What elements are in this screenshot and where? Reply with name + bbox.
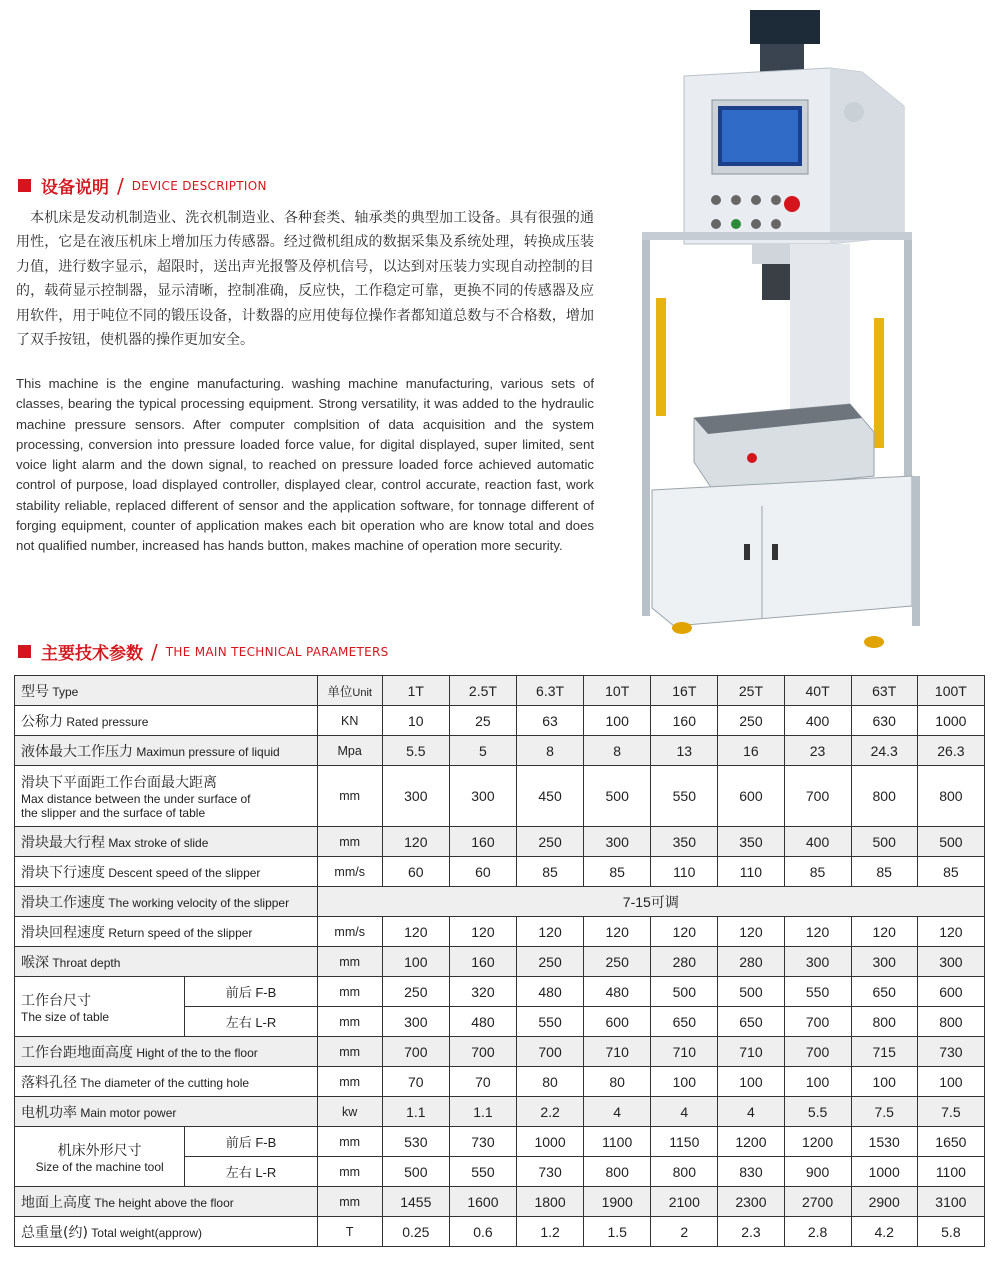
value-cell: 100 [718, 1067, 784, 1097]
value-cell: 7.5 [917, 1097, 984, 1127]
row-label [15, 1187, 318, 1217]
unit-cell: mm [317, 827, 382, 857]
value-cell: 530 [382, 1127, 449, 1157]
value-cell: 300 [917, 947, 984, 977]
value-cell: 5.5 [382, 736, 449, 766]
description-chinese-text: 本机床是发动机制造业、洗衣机制造业、各种套类、轴承类的典型加工设备。具有很强的通用性，它是在液压机床上增加压力传感器。经过微机组成的数据采集及系统处理，转换成压装力值，进行数字显示，超限时，送出声光报警及停机信号，以达到对压装力实现自动控制的目的，载荷显示控制器，显示清晰，控制准确，反应快，工作稳定可靠，更换不同的传感器及应用软件，用于吨位不同的锻压设备，计数器的应用使每位操作者都知道总数与不合格数，增加了双手按钮，使机器的操作更加安全。 [16, 210, 594, 349]
table-row [15, 977, 985, 1007]
value-cell: 120 [517, 917, 584, 947]
value-cell: 0.25 [382, 1217, 449, 1247]
row-label-en: Total weight(approw) [87, 1225, 202, 1240]
value-cell: 300 [382, 766, 449, 827]
row-label [15, 1127, 185, 1187]
unit-en: Unit [352, 686, 372, 699]
table-row [15, 827, 985, 857]
heading-separator: / [151, 639, 158, 664]
value-cell: 500 [382, 1157, 449, 1187]
row-label-cn: 工作台距地面高度 [21, 1044, 133, 1061]
value-cell: 1.2 [517, 1217, 584, 1247]
value-cell: 2.3 [718, 1217, 784, 1247]
value-cell: 100 [651, 1067, 718, 1097]
value-cell: 800 [851, 1007, 917, 1037]
value-cell: 100 [584, 706, 651, 736]
value-cell: 400 [784, 706, 851, 736]
model-header: 63T [851, 676, 917, 706]
value-cell: 2 [651, 1217, 718, 1247]
unit-cell: mm [317, 1157, 382, 1187]
value-cell: 480 [584, 977, 651, 1007]
sub-label: 前后 F-B [185, 1127, 317, 1157]
value-cell: 1200 [718, 1127, 784, 1157]
table-row [15, 1067, 985, 1097]
value-cell: 120 [917, 917, 984, 947]
value-cell: 2100 [651, 1187, 718, 1217]
row-label-en: Max stroke of slide [105, 835, 209, 850]
value-cell: 600 [718, 766, 784, 827]
value-cell: 550 [651, 766, 718, 827]
row-label [15, 1037, 318, 1067]
value-cell: 110 [651, 857, 718, 887]
unit-cell: mm [317, 1007, 382, 1037]
row-label-en: Return speed of the slipper [105, 925, 253, 940]
row-label-en: The size of table [21, 1009, 110, 1024]
value-cell: 1600 [449, 1187, 516, 1217]
value-cell: 300 [784, 947, 851, 977]
value-cell: 1900 [584, 1187, 651, 1217]
value-cell: 710 [718, 1037, 784, 1067]
unit-cell: kw [317, 1097, 382, 1127]
value-cell: 120 [382, 917, 449, 947]
value-cell: 120 [449, 917, 516, 947]
row-label [15, 766, 318, 827]
row-label-en: the slipper and the surface of table [21, 806, 206, 820]
row-label-cn: 滑块下行速度 [21, 864, 105, 881]
value-cell: 70 [449, 1067, 516, 1097]
row-label-en: Throat depth [49, 955, 121, 970]
value-cell: 100 [917, 1067, 984, 1097]
table-row [15, 947, 985, 977]
value-cell: 700 [784, 1037, 851, 1067]
row-label [15, 977, 185, 1037]
value-cell: 120 [851, 917, 917, 947]
row-label-en: Maximun pressure of liquid [133, 744, 280, 759]
value-cell: 250 [584, 947, 651, 977]
table-row [15, 706, 985, 736]
row-label [15, 706, 318, 736]
parameters-table-body [15, 676, 985, 1247]
model-header: 40T [784, 676, 851, 706]
value-cell: 700 [449, 1037, 516, 1067]
row-label-en: Size of the machine tool [35, 1159, 164, 1174]
value-cell: 715 [851, 1037, 917, 1067]
row-label-en: Main motor power [77, 1105, 177, 1120]
value-cell: 100 [382, 947, 449, 977]
sub-label: 前后 F-B [185, 977, 317, 1007]
value-cell: 1150 [651, 1127, 718, 1157]
unit-cell: mm/s [317, 857, 382, 887]
heading-en: THE MAIN TECHNICAL PARAMETERS [165, 644, 389, 659]
value-cell: 110 [718, 857, 784, 887]
value-cell: 650 [718, 1007, 784, 1037]
row-label-cn: 滑块工作速度 [21, 894, 105, 911]
value-cell: 85 [517, 857, 584, 887]
row-label [15, 887, 318, 917]
value-cell: 500 [917, 827, 984, 857]
table-row [15, 887, 985, 917]
value-cell: 4.2 [851, 1217, 917, 1247]
value-cell: 600 [917, 977, 984, 1007]
value-cell: 800 [584, 1157, 651, 1187]
value-cell: 1.1 [382, 1097, 449, 1127]
row-label [15, 947, 318, 977]
unit-cell: mm [317, 766, 382, 827]
table-row [15, 766, 985, 827]
device-description-heading [18, 173, 267, 198]
value-cell: 730 [917, 1037, 984, 1067]
value-cell: 480 [517, 977, 584, 1007]
header-type-label [15, 676, 318, 706]
row-label [15, 1097, 318, 1127]
model-header: 16T [651, 676, 718, 706]
value-cell: 350 [651, 827, 718, 857]
table-row [15, 1217, 985, 1247]
value-cell: 350 [718, 827, 784, 857]
parameters-table [14, 675, 985, 1247]
value-cell: 2.8 [784, 1217, 851, 1247]
header-unit-label [317, 676, 382, 706]
description-chinese [16, 206, 594, 352]
row-label-cn: 地面上高度 [21, 1194, 91, 1211]
value-cell: 800 [851, 766, 917, 827]
value-cell: 5.8 [917, 1217, 984, 1247]
value-cell: 1.5 [584, 1217, 651, 1247]
value-cell: 1.1 [449, 1097, 516, 1127]
value-cell: 8 [584, 736, 651, 766]
value-cell: 60 [382, 857, 449, 887]
value-cell: 85 [584, 857, 651, 887]
row-label-cn: 工作台尺寸 [21, 992, 91, 1009]
value-cell: 1530 [851, 1127, 917, 1157]
value-cell: 300 [449, 766, 516, 827]
value-cell: 1455 [382, 1187, 449, 1217]
model-header: 1T [382, 676, 449, 706]
value-cell: 120 [718, 917, 784, 947]
value-cell: 450 [517, 766, 584, 827]
value-cell: 160 [449, 947, 516, 977]
value-cell: 4 [718, 1097, 784, 1127]
value-cell: 70 [382, 1067, 449, 1097]
row-label-en: The working velocity of the slipper [105, 895, 290, 910]
value-cell: 730 [449, 1127, 516, 1157]
value-cell: 730 [517, 1157, 584, 1187]
value-cell: 120 [651, 917, 718, 947]
description-english: This machine is the engine manufacturing. washing machine manufacturing, various sets of classes, bearing the typical processing equipment. Strong versatility, it was added to the hydraulic machine pressure sensors. After computer complsition of data acquisition and the system processing, conversion into pressure loaded force value, for digital displayed, super limited, sent voice light alarm and the down signal, to reached on pressure loaded force achieved automatic control of purpose, load displayed controller, displayed clear, control accurate, reaction fast, work stability reliable, replaced different of sensor and the application software, for tonnage different of forging equipment, counter of application makes each bit operation who are know total and does not qualified number, increased has hands button, makes machine of operation more security. [16, 376, 594, 554]
table-row [15, 736, 985, 766]
heading-cn: 设备说明 [41, 178, 109, 198]
row-label-cn: 滑块下平面距工作台面最大距离 [21, 775, 217, 791]
row-label-en: Hight of the to the floor [133, 1045, 258, 1060]
value-cell: 500 [584, 766, 651, 827]
value-cell: 600 [584, 1007, 651, 1037]
value-cell: 160 [449, 827, 516, 857]
value-cell: 700 [517, 1037, 584, 1067]
value-cell: 85 [851, 857, 917, 887]
value-cell: 300 [382, 1007, 449, 1037]
value-cell: 85 [917, 857, 984, 887]
value-cell: 900 [784, 1157, 851, 1187]
unit-cell: mm [317, 947, 382, 977]
value-cell: 550 [784, 977, 851, 1007]
row-label [15, 827, 318, 857]
value-cell: 650 [651, 1007, 718, 1037]
value-cell: 100 [851, 1067, 917, 1097]
value-cell: 2900 [851, 1187, 917, 1217]
row-label [15, 736, 318, 766]
value-cell: 800 [651, 1157, 718, 1187]
table-row [15, 1127, 985, 1157]
value-cell: 13 [651, 736, 718, 766]
value-cell: 250 [718, 706, 784, 736]
value-cell: 10 [382, 706, 449, 736]
value-cell: 2300 [718, 1187, 784, 1217]
row-label-en: Max distance between the under surface of [21, 792, 251, 806]
value-cell: 160 [651, 706, 718, 736]
value-cell: 700 [382, 1037, 449, 1067]
unit-cell: KN [317, 706, 382, 736]
heading-en: DEVICE DESCRIPTION [131, 178, 267, 193]
value-cell: 63 [517, 706, 584, 736]
hydraulic-press-machine-icon [612, 6, 952, 654]
row-label-cn: 落料孔径 [21, 1074, 77, 1091]
heading-cn: 主要技术参数 [41, 644, 143, 664]
row-label-cn: 机床外形尺寸 [57, 1142, 142, 1159]
value-cell: 650 [851, 977, 917, 1007]
row-label-cn: 液体最大工作压力 [21, 743, 133, 760]
value-cell: 3100 [917, 1187, 984, 1217]
row-label-cn: 型号 [21, 683, 49, 700]
value-cell: 630 [851, 706, 917, 736]
value-cell: 550 [517, 1007, 584, 1037]
unit-cell: Mpa [317, 736, 382, 766]
unit-cell: T [317, 1217, 382, 1247]
value-cell: 1100 [917, 1157, 984, 1187]
model-header: 100T [917, 676, 984, 706]
row-label [15, 1067, 318, 1097]
unit-cell: mm [317, 1127, 382, 1157]
value-cell: 1100 [584, 1127, 651, 1157]
value-cell: 23 [784, 736, 851, 766]
value-cell: 80 [517, 1067, 584, 1097]
table-row [15, 1097, 985, 1127]
row-label-en: Descent speed of the slipper [105, 865, 261, 880]
value-cell: 1800 [517, 1187, 584, 1217]
sub-label: 左右 L-R [185, 1157, 317, 1187]
value-cell: 250 [517, 947, 584, 977]
value-cell: 280 [718, 947, 784, 977]
value-cell: 5 [449, 736, 516, 766]
value-cell: 250 [382, 977, 449, 1007]
table-row [15, 857, 985, 887]
red-square-icon [18, 179, 31, 192]
model-header: 10T [584, 676, 651, 706]
value-cell: 500 [651, 977, 718, 1007]
value-cell: 0.6 [449, 1217, 516, 1247]
value-cell: 120 [382, 827, 449, 857]
value-cell: 710 [584, 1037, 651, 1067]
value-cell: 60 [449, 857, 516, 887]
heading-separator: / [117, 173, 124, 198]
value-cell: 700 [784, 1007, 851, 1037]
value-cell: 1000 [851, 1157, 917, 1187]
value-cell: 280 [651, 947, 718, 977]
value-cell: 2.2 [517, 1097, 584, 1127]
row-label-cn: 滑块最大行程 [21, 834, 105, 851]
value-cell: 480 [449, 1007, 516, 1037]
value-cell: 25 [449, 706, 516, 736]
value-cell: 4 [584, 1097, 651, 1127]
row-label-en: The height above the floor [91, 1195, 234, 1210]
value-cell: 320 [449, 977, 516, 1007]
row-label-cn: 公称力 [21, 713, 63, 730]
unit-cell: mm [317, 1187, 382, 1217]
row-label-en: Rated pressure [63, 714, 149, 729]
value-cell: 700 [784, 766, 851, 827]
row-label [15, 917, 318, 947]
value-cell: 830 [718, 1157, 784, 1187]
table-row [15, 1037, 985, 1067]
value-cell: 250 [517, 827, 584, 857]
row-label-cn: 喉深 [21, 954, 49, 971]
value-cell: 120 [584, 917, 651, 947]
unit-cell: mm/s [317, 917, 382, 947]
value-cell: 300 [851, 947, 917, 977]
value-cell: 1650 [917, 1127, 984, 1157]
row-label-en: The diameter of the cutting hole [77, 1075, 250, 1090]
value-cell: 4 [651, 1097, 718, 1127]
unit-cell: mm [317, 1067, 382, 1097]
row-label [15, 1217, 318, 1247]
unit-cn: 单位 [327, 684, 353, 699]
value-cell: 8 [517, 736, 584, 766]
row-label-cn: 电机功率 [21, 1104, 77, 1121]
row-label-cn: 滑块回程速度 [21, 924, 105, 941]
value-cell: 550 [449, 1157, 516, 1187]
unit-cell: mm [317, 977, 382, 1007]
row-label-cn: 总重量(约) [21, 1224, 88, 1241]
value-cell: 16 [718, 736, 784, 766]
value-cell: 26.3 [917, 736, 984, 766]
value-cell: 7.5 [851, 1097, 917, 1127]
value-cell: 800 [917, 766, 984, 827]
value-cell: 800 [917, 1007, 984, 1037]
table-row [15, 676, 985, 706]
value-cell: 300 [584, 827, 651, 857]
value-cell: 5.5 [784, 1097, 851, 1127]
value-cell: 710 [651, 1037, 718, 1067]
value-cell: 24.3 [851, 736, 917, 766]
value-cell: 400 [784, 827, 851, 857]
value-cell: 100 [784, 1067, 851, 1097]
row-label-en: Type [49, 684, 79, 699]
table-row [15, 917, 985, 947]
value-cell: 80 [584, 1067, 651, 1097]
main-parameters-heading [18, 639, 389, 664]
row-label [15, 857, 318, 887]
value-cell: 1000 [917, 706, 984, 736]
value-cell: 85 [784, 857, 851, 887]
value-cell: 1000 [517, 1127, 584, 1157]
value-cell: 1200 [784, 1127, 851, 1157]
value-cell: 500 [718, 977, 784, 1007]
value-cell: 2700 [784, 1187, 851, 1217]
red-square-icon [18, 645, 31, 658]
model-header: 25T [718, 676, 784, 706]
value-cell: 500 [851, 827, 917, 857]
sub-label: 左右 L-R [185, 1007, 317, 1037]
unit-cell: mm [317, 1037, 382, 1067]
model-header: 6.3T [517, 676, 584, 706]
model-header: 2.5T [449, 676, 516, 706]
table-row [15, 1187, 985, 1217]
merged-value-cell: 7-15可调 [317, 887, 984, 917]
value-cell: 120 [784, 917, 851, 947]
